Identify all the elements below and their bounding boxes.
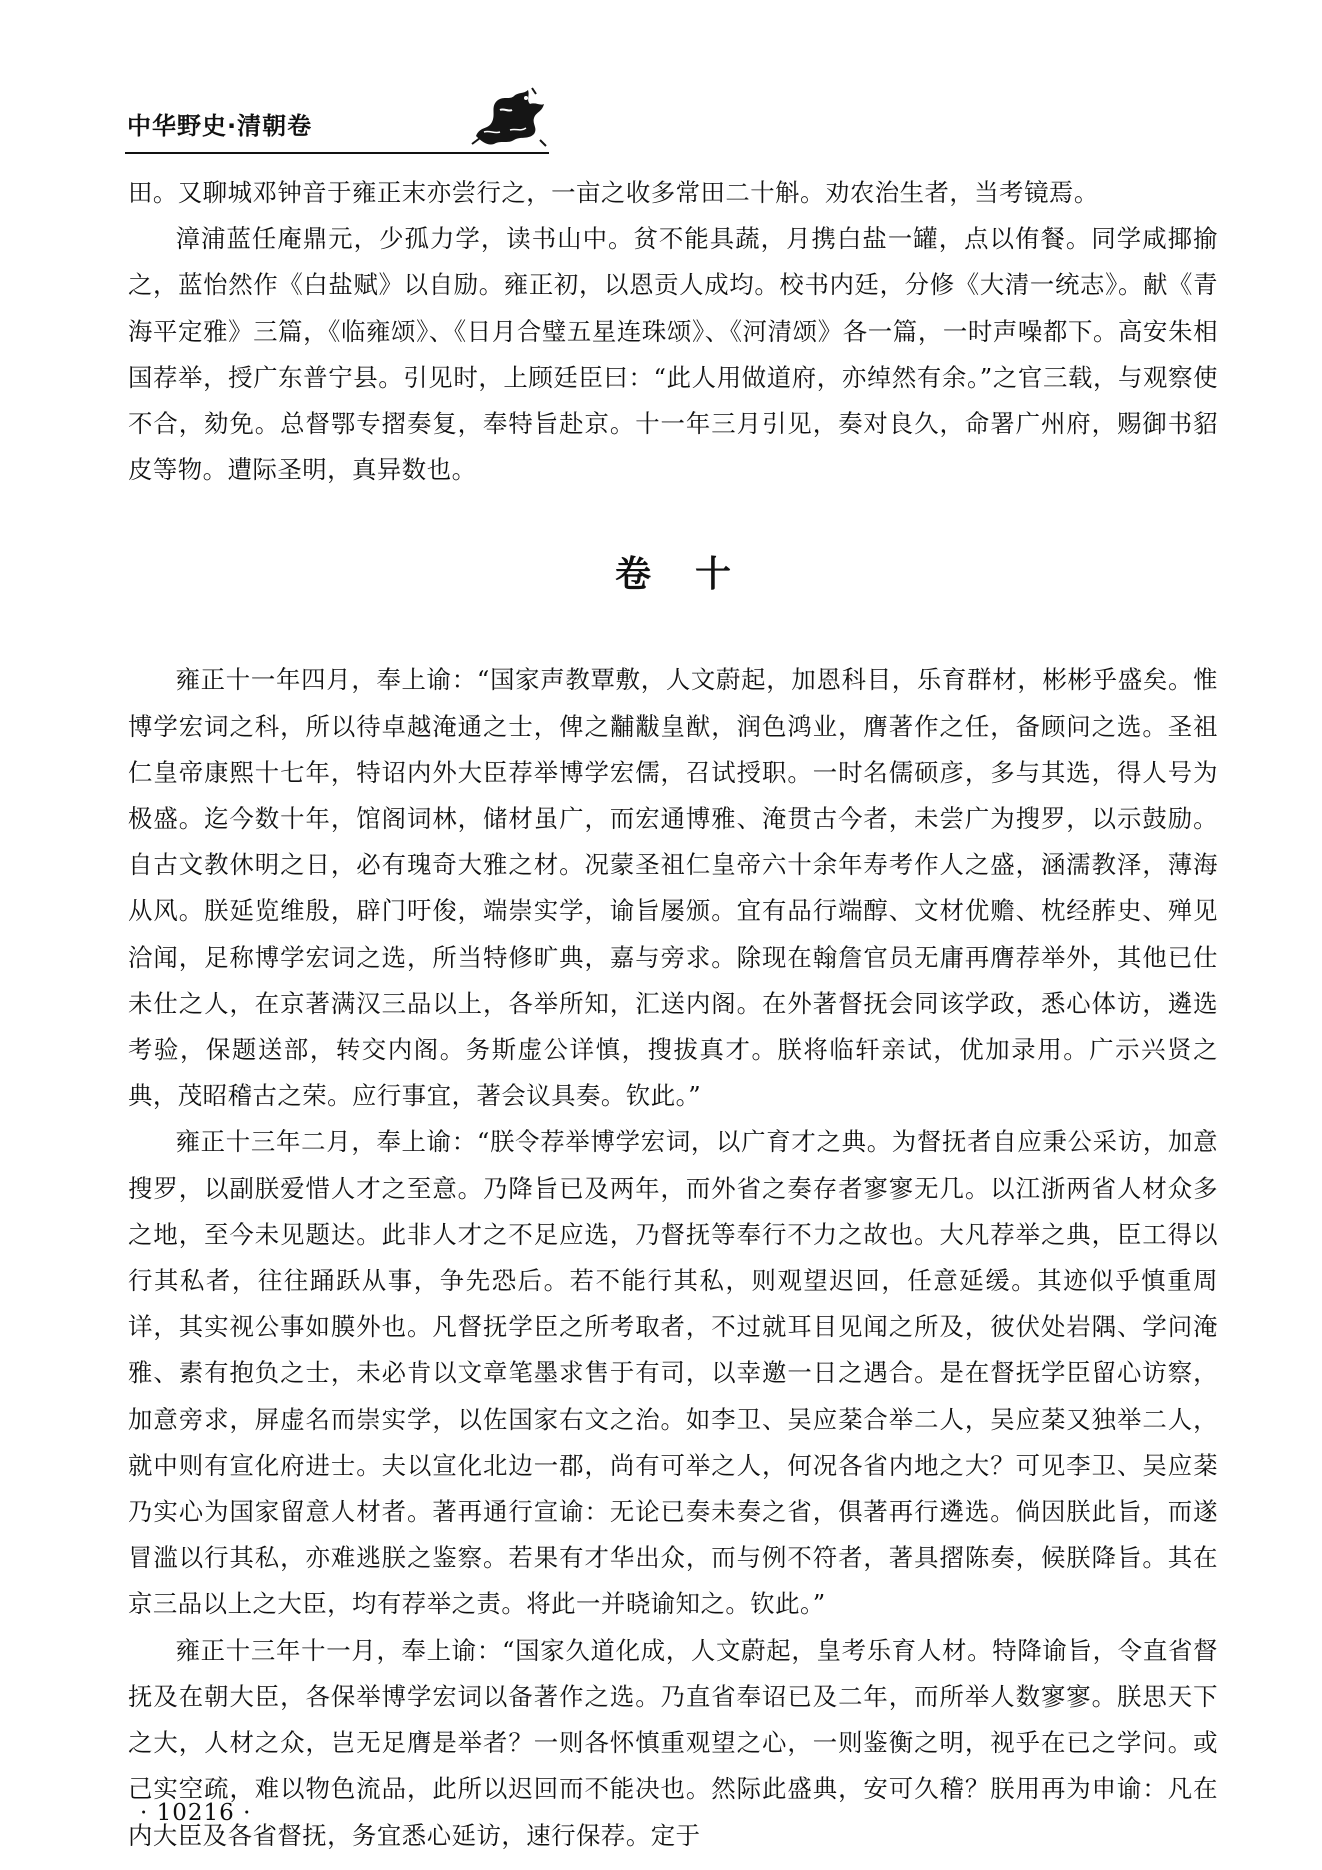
book-title: 中华野史·清朝卷 [127,112,313,140]
paragraph-lan-dingyuan: 漳浦蓝任庵鼎元，少孤力学，读书山中。贫不能具蔬，月携白盐一罐，点以侑餐。同学咸揶揄之，蓝怡然作《白盐赋》以自励。雍正初，以恩贡人成均。校书内廷，分修《大清一统志》。献《青海平定雅》三篇，《临雍颂》、《日月合璧五星连珠颂》、《河清颂》各一篇，一时声噪都下。高安朱相国荐举，授广东普宁县。引见时，上顾廷臣曰：“此人用做道府，亦绰然有余。”之官三载，与观察使不合，劾免。总督鄂专摺奏复，奉特旨赴京。十一年三月引见，奏对良久，命署广州府，赐御书貂皮等物。遭际圣明，真异数也。 [128,224,1218,485]
paragraph-edict-2: 雍正十三年二月，奉上谕：“朕令荐举博学宏词，以广育才之典。为督抚者自应秉公采访，加意搜罗，以副朕爱惜人才之至意。乃降旨已及两年，而外省之奏存者寥寥无几。以江浙两省人材众多之地，至今未见题达。此非人才之不足应选，乃督抚等奉行不力之故也。大凡荐举之典，臣工得以行其私者，往往踊跃从事，争先恐后。若不能行其私，则观望迟回，任意延缓。其迹似乎慎重周详，其实视公事如膜外也。凡督抚学臣之所考取者，不过就耳目见闻之所及，彼伏处岩隅、学问淹雅、素有抱负之士，未必肯以文章笔墨求售于有司，以幸邀一日之遇合。是在督抚学臣留心访察，加意旁求，屏虚名而崇实学，以佐国家右文之治。如李卫、吴应棻合举二人，吴应棻又独举二人，就中则有宣化府进士。夫以宣化北边一郡，尚有可举之人，何况各省内地之大？可见李卫、吴应棻乃实心为国家留意人材者。著再通行宣谕：无论已奏未奏之省，俱著再行遴选。倘因朕此旨，而遂冒滥以行其私，亦难逃朕之鉴察。若果有才华出众，而与例不符者，著具摺陈奏，候朕降旨。其在京三品以上之大臣，均有荐举之责。将此一并晓谕知之。钦此。” [128,1127,1218,1619]
running-header [125,92,1305,148]
chapter-title: 卷十 [614,553,775,596]
paragraph-edict-3: 雍正十三年十一月，奉上谕：“国家久道化成，人文蔚起，皇考乐育人材。特降谕旨，令直省督抚及在朝大臣，各保举博学宏词以备著作之选。乃直省奉诏已及二年，而所举人数寥寥。朕思天下之大，人材之众，岂无足膺是举者？一则各怀慎重观望之心，一则鉴衡之明，视乎在已之学问。或己实空疏，难以物色流品，此所以迟回而不能决也。然际此盛典，安可久稽？朕用再为申谕：凡在内大臣及各省督抚，务宜悉心延访，速行保荐。定于 [128,1635,1218,1850]
page-number: · 10216 · [140,1800,252,1826]
dragon-emblem-icon [470,86,548,148]
paragraph-edict-1: 雍正十一年四月，奉上谕：“国家声教覃敷，人文蔚起，加恩科目，乐育群材，彬彬乎盛矣。惟博学宏词之科，所以待卓越淹通之士，俾之黼黻皇猷，润色鸿业，膺著作之任，备顾问之选。圣祖仁皇帝康熙十七年，特诏内外大臣荐举博学宏儒，召试授职。一时名儒硕彦，多与其选，得人号为极盛。迄今数十年，馆阁词林，储材虽广，而宏通博雅、淹贯古今者，未尝广为搜罗，以示鼓励。自古文教休明之日，必有瑰奇大雅之材。况蒙圣祖仁皇帝六十余年寿考作人之盛，涵濡教泽，薄海从风。朕延览维殷，辟门吁俊，端崇实学，谕旨屡颁。宜有品行端醇、文材优赡、枕经葄史、殚见洽闻，足称博学宏词之选，所当特修旷典，嘉与旁求。除现在翰詹官员无庸再膺荐举外，其他已仕未仕之人，在京著满汉三品以上，各举所知，汇送内阁。在外著督抚会同该学政，悉心体访，遴选考验，保题送部，转交内阁。务斯虚公详慎，搜拔真才。朕将临轩亲试，优加录用。广示兴贤之典，茂昭稽古之荣。应行事宜，著会议具奏。钦此。” [128,665,1218,1111]
page-body [128,170,1218,1859]
paragraph-continued: 田。又聊城邓钟音于雍正末亦尝行之，一亩之收多常田二十斛。劝农治生者，当考镜焉。 [128,178,1099,207]
header-rule [125,152,549,154]
